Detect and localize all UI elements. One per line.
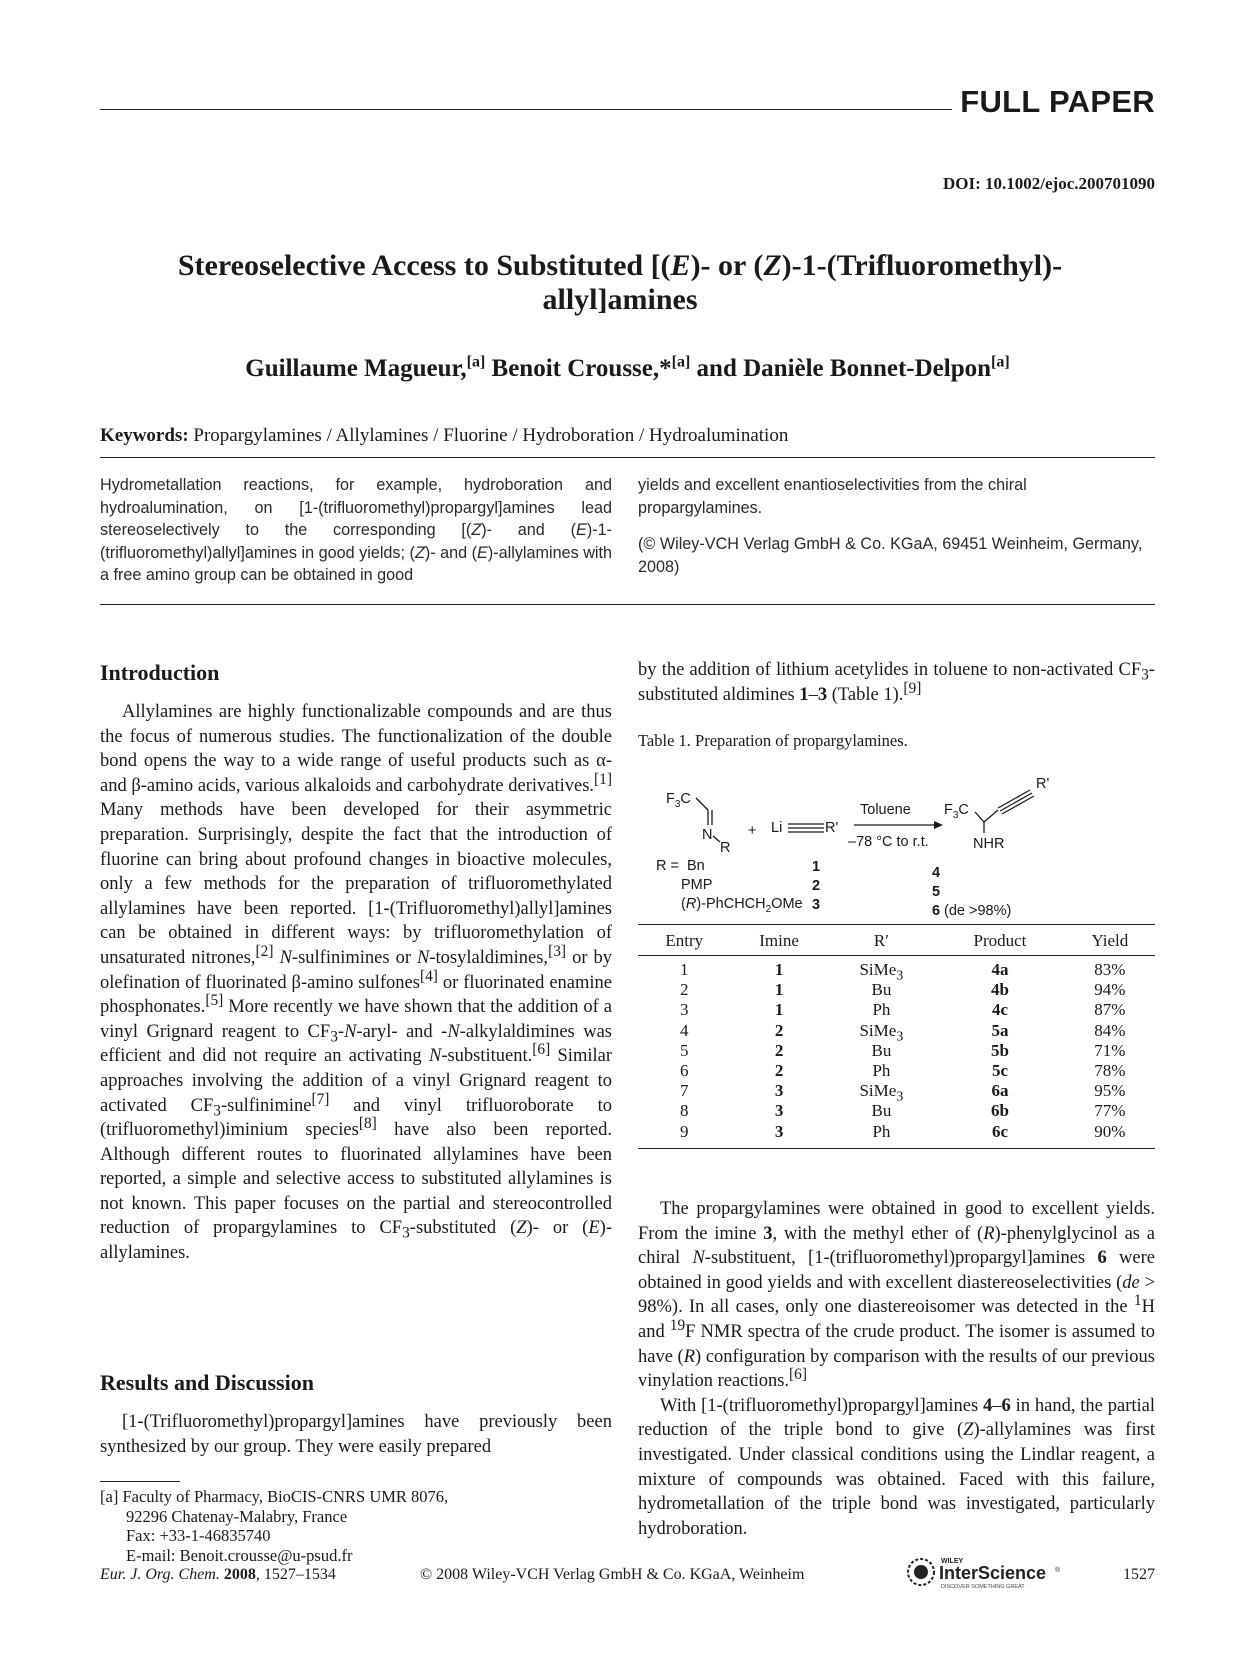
- col-imine: Imine: [731, 925, 828, 956]
- paper-title: Stereoselective Access to Substituted [(E)- or (Z)-1-(Trifluoromethyl)- allyl]amines: [177, 249, 1063, 316]
- col-r-prime: R′: [828, 925, 936, 956]
- imine-number-3: 3: [812, 897, 821, 913]
- interscience-logo: [905, 1554, 1075, 1590]
- abstract-rule: [100, 604, 1155, 605]
- alkyne-r-prime-label: R': [825, 820, 839, 836]
- conditions-label: –78 °C to r.t.: [848, 834, 929, 850]
- product-de-note: (de >98%): [944, 903, 1012, 919]
- table-row: 1 1 SiMe$_3$ 4a 83%: [680, 960, 1126, 984]
- reaction-scheme: [638, 770, 1155, 920]
- author-list: Guillaume Magueur,[a] Benoit Crousse,*[a] and Danièle Bonnet-Delpon[a]: [245, 353, 1010, 382]
- product-triple-line1: [998, 790, 1030, 808]
- table-row: 6 2 Ph 5c 78%: [680, 1061, 1126, 1081]
- doi: DOI: 10.1002/ejoc.200701090: [942, 174, 1155, 193]
- svg-text:InterScience: InterScience: [939, 1563, 1047, 1583]
- abstract-text-start: )-allylamines with a free amino group can be obtained in good: [100, 543, 612, 585]
- col-entry: Entry: [638, 925, 731, 956]
- footnote-rule: [100, 1481, 180, 1482]
- introduction-heading: Introduction: [100, 660, 220, 685]
- table-header-row: [638, 925, 1155, 956]
- abstract-copyright: (© Wiley-VCH Verlag GmbH & Co. KGaA, 69451 Weinheim, Germany, 2008): [638, 535, 1143, 576]
- product-r-prime-label: R': [1036, 776, 1050, 792]
- table-row: 5 2 Bu 5b 71%: [680, 1040, 1126, 1060]
- product-bond-a: [975, 812, 984, 822]
- imine-number-1: 1: [812, 859, 821, 875]
- product-number-6: 6: [932, 903, 941, 919]
- table-row: 4 2 SiMe$_3$ 5a 84%: [680, 1020, 1126, 1044]
- reactant-n-label: N: [702, 827, 713, 843]
- table-row: 8 3 Bu 6b 77%: [680, 1101, 1126, 1121]
- results-heading: Results and Discussion: [100, 1370, 314, 1395]
- bond-cf3-c: [696, 798, 708, 810]
- product-bond-b: [984, 810, 998, 822]
- reactant-cf3-label: $F_3C$: [666, 791, 691, 810]
- journal-citation: Eur. J. Org. Chem. 2008, 1527–1534: [100, 1566, 336, 1583]
- r-value-3: (R)-PhCHCH$_2$OMe: [681, 896, 803, 915]
- paragraph-propargylamines: The propargylamines were obtained in good to excellent yields. From the imine 3, with the methyl ether of (R)-phenylglycinol as a chiral N-substituent, [1-(trifluoromethyl)propargyl]amines 6 were obtained in good yields and with excellent diastereoselectivities (de > 98%). In all cases, only one diastereoisomer was detected in the $^1$H and $^{19}$F NMR spectra of the crude product. The isomer is assumed to have (R) configuration by comparison with the results of our previous vinylation reactions.[6]: [638, 1199, 1155, 1392]
- product-number-5: 5: [932, 884, 941, 900]
- product-cf3-label: $F_3C$: [944, 802, 969, 821]
- bond-n-r: [713, 836, 720, 842]
- table-row: 3 1 Ph 4c 87%: [680, 1000, 1126, 1020]
- paragraph-reduction: With [1-(trifluoromethyl)propargyl]amines 4–6 in hand, the partial reduction of the triple bond to give (Z)-allylamines was first investigated. Under classical conditions using the Lindlar reagent, a mixture of compounds was obtained. Faced with this failure, hydrometallation of the triple bond was investigated, particularly hydroboration.: [638, 1395, 1155, 1539]
- plus-sign: +: [748, 823, 757, 839]
- results-text: [1-(Trifluoromethyl)propargyl]amines have previously been synthesized by our group. They were easily prepared: [100, 1412, 612, 1457]
- keywords: Keywords: Propargylamines / Allylamines / Fluorine / Hydroboration / Hydroalumination: [100, 425, 789, 446]
- abstract-right-column: [638, 474, 1155, 592]
- table-body: [638, 956, 1155, 1149]
- r-label: R =: [656, 858, 679, 874]
- svg-text:®: ®: [1055, 1567, 1061, 1574]
- product-nhr-label: NHR: [973, 836, 1005, 852]
- r-value-2: PMP: [681, 877, 713, 893]
- page-number: 1527: [1123, 1566, 1155, 1583]
- paper-type-label: FULL PAPER: [960, 84, 1155, 119]
- table-row: 7 3 SiMe$_3$ 6a 95%: [680, 1081, 1126, 1105]
- imine-number-2: 2: [812, 878, 821, 894]
- abstract-left-column: Hydrometallation reactions, for example, hydroboration and hydroalumination, on [1-(trifluoromethyl)propargyl]amines lead stereoselectively to the corresponding [(Z)- and (E)-1-(trifluoromethyl)allyl]amines in good yields; (Z)- and (E)-allylamines with a free amino group can be obtained in good: [100, 476, 612, 585]
- product-number-4: 4: [932, 865, 941, 881]
- table-row: 2 1 Bu 4b 94%: [680, 980, 1126, 1000]
- right-column-top-text: by the addition of lithium acetylides in toluene to non-activated $CF_3$-substituted aldimines 1–3 (Table 1).[9]: [638, 660, 1155, 705]
- reaction-arrowhead: [934, 821, 943, 829]
- header-rule: [100, 109, 952, 110]
- globe-icon: [908, 1559, 934, 1585]
- col-product: Product: [935, 925, 1065, 956]
- lithium-label: Li: [771, 820, 783, 836]
- product-triple-line3: [1002, 796, 1034, 814]
- footer-copyright: © 2008 Wiley-VCH Verlag GmbH & Co. KGaA, Weinheim: [420, 1566, 805, 1583]
- product-triple-line2: [1000, 793, 1032, 811]
- affiliation-footnote: [a] Faculty of Pharmacy, BioCIS-CNRS UMR 8076, 92296 Chatenay-Malabry, France Fax: +33-1-46835740 E-mail: Benoit.crousse@u-psud.fr: [100, 1487, 449, 1565]
- reagent-label: Toluene: [860, 802, 911, 818]
- propargylamine-table: [638, 924, 1155, 1149]
- right-column-body-text: [638, 1197, 1155, 1541]
- table-row: 9 3 Ph 6c 90%: [680, 1121, 1126, 1141]
- keywords-rule: [100, 457, 1155, 458]
- svg-text:DISCOVER SOMETHING GREAT: DISCOVER SOMETHING GREAT: [941, 1584, 1025, 1590]
- abstract-text-end: yields and excellent enantioselectivities from the chiral propargylamines.: [638, 476, 1027, 517]
- col-yield: Yield: [1065, 925, 1155, 956]
- r-value-1: Bn: [687, 858, 705, 874]
- introduction-text: Allylamines are highly functionalizable compounds and are thus the focus of numerous studies. The functionalization of the double bond opens the way to a wide range of useful products such as α- and β-amino acids, various alkaloids and carbohydrate derivatives.[1] Many methods have been developed for their asymmetric preparation. Surprisingly, despite the fact that the introduction of fluorine can bring about profound changes in bioactive molecules, only a few methods for the preparation of trifluoromethylated allylamines have been reported. [1-(Trifluoromethyl)allyl]amines can be obtained in different ways: by trifluoromethylation of unsaturated nitrones,[2] N-sulfinimines or N-tosylaldimines,[3] or by olefination of fluorinated β-amino sulfones[4] or fluorinated enamine phosphonates.[5] More recently we have shown that the addition of a vinyl Grignard reagent to $CF_3-N-aryl-$ and -N-alkylaldimines was efficient and did not require an activating N-substituent.[6] Similar approaches involving the addition of a vinyl Grignard reagent to activated $CF_3-sulfinimine[7]$ and vinyl trifluoroborate to (trifluoromethyl)iminium species[8] have also been reported. Although different routes to fluorinated allylamines have been reported, a simple and selective access to substituted allylamines is not known. This paper focuses on the partial and stereocontrolled reduction of propargylamines to $CF_3$-substituted (Z)- or (E)-allylamines.: [100, 702, 613, 1264]
- table-caption: Table 1. Preparation of propargylamines.: [638, 731, 908, 750]
- svg-text:WILEY: WILEY: [941, 1558, 964, 1565]
- reactant-r-label: R: [720, 840, 731, 856]
